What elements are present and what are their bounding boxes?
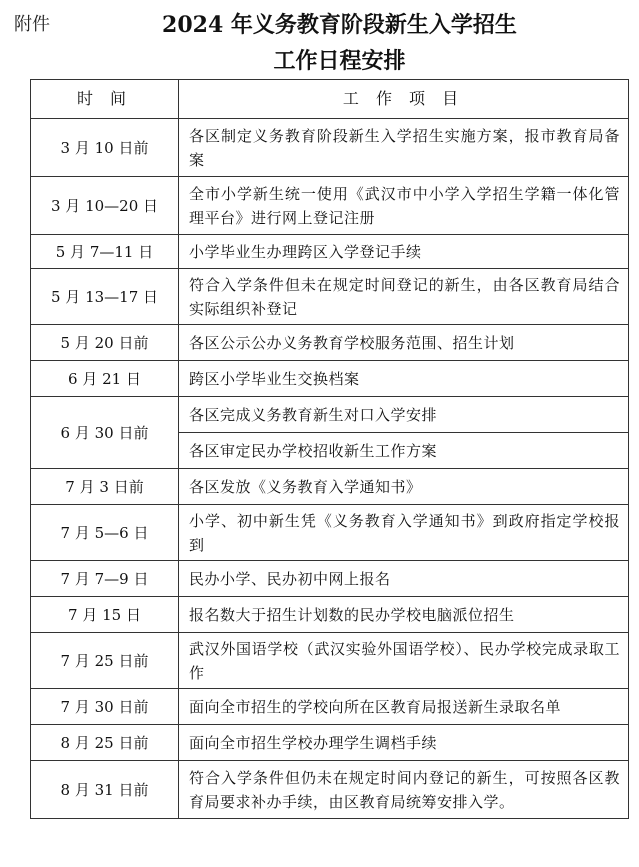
schedule-item-cell: 面向全市招生的学校向所在区教育局报送新生录取名单 <box>179 689 629 725</box>
table-row <box>31 689 629 725</box>
table-row <box>31 177 629 235</box>
table-header-row <box>31 80 629 119</box>
table-row <box>31 597 629 633</box>
schedule-item-cell: 全市小学新生统一使用《武汉市中小学入学招生学籍一体化管理平台》进行网上登记注册 <box>179 177 629 235</box>
schedule-time-cell: 8 月 31 日前 <box>31 761 179 819</box>
schedule-time-cell: 7 月 25 日前 <box>31 633 179 689</box>
column-header-time: 时 间 <box>31 80 179 119</box>
schedule-time-cell: 7 月 3 日前 <box>31 469 179 505</box>
schedule-time-cell: 7 月 7—9 日 <box>31 561 179 597</box>
table-row <box>31 505 629 561</box>
table-row <box>31 361 629 397</box>
schedule-item-cell: 各区完成义务教育新生对口入学安排 <box>179 397 629 433</box>
schedule-table <box>30 79 629 819</box>
table-row <box>31 725 629 761</box>
schedule-item-cell: 小学毕业生办理跨区入学登记手续 <box>179 235 629 269</box>
schedule-time-cell: 3 月 10 日前 <box>31 119 179 177</box>
schedule-time-cell: 5 月 13—17 日 <box>31 269 179 325</box>
table-row <box>31 469 629 505</box>
table-row <box>31 269 629 325</box>
table-row <box>31 633 629 689</box>
schedule-item-cell: 各区发放《义务教育入学通知书》 <box>179 469 629 505</box>
table-row <box>31 397 629 433</box>
schedule-time-cell: 3 月 10—20 日 <box>31 177 179 235</box>
schedule-item-cell: 各区审定民办学校招收新生工作方案 <box>179 433 629 469</box>
schedule-time-cell: 7 月 15 日 <box>31 597 179 633</box>
table-row <box>31 235 629 269</box>
schedule-time-cell: 5 月 20 日前 <box>31 325 179 361</box>
schedule-item-cell: 符合入学条件但未在规定时间登记的新生，由各区教育局结合实际组织补登记 <box>179 269 629 325</box>
document-title-line1: 2024 年义务教育阶段新生入学招生 <box>162 12 517 38</box>
attachment-label: 附件 <box>14 14 50 35</box>
schedule-item-cell: 面向全市招生学校办理学生调档手续 <box>179 725 629 761</box>
schedule-body <box>31 119 629 819</box>
schedule-time-cell: 8 月 25 日前 <box>31 725 179 761</box>
table-row <box>31 325 629 361</box>
document-title-line2: 工作日程安排 <box>273 48 406 74</box>
column-header-work-item: 工 作 项 目 <box>179 80 629 119</box>
schedule-item-cell: 各区制定义务教育阶段新生入学招生实施方案，报市教育局备案 <box>179 119 629 177</box>
schedule-item-cell: 民办小学、民办初中网上报名 <box>179 561 629 597</box>
schedule-time-cell: 7 月 5—6 日 <box>31 505 179 561</box>
schedule-item-cell: 小学、初中新生凭《义务教育入学通知书》到政府指定学校报到 <box>179 505 629 561</box>
table-row <box>31 119 629 177</box>
schedule-time-cell: 5 月 7—11 日 <box>31 235 179 269</box>
schedule-item-cell: 各区公示公办义务教育学校服务范围、招生计划 <box>179 325 629 361</box>
schedule-item-cell: 报名数大于招生计划数的民办学校电脑派位招生 <box>179 597 629 633</box>
schedule-item-cell: 跨区小学毕业生交换档案 <box>179 361 629 397</box>
schedule-time-cell: 7 月 30 日前 <box>31 689 179 725</box>
schedule-time-cell: 6 月 21 日 <box>31 361 179 397</box>
table-row <box>31 761 629 819</box>
table-row <box>31 561 629 597</box>
schedule-item-cell: 武汉外国语学校（武汉实验外国语学校）、民办学校完成录取工作 <box>179 633 629 689</box>
schedule-time-cell: 6 月 30 日前 <box>31 397 179 469</box>
schedule-item-cell: 符合入学条件但仍未在规定时间内登记的新生，可按照各区教育局要求补办手续，由区教育局统筹安排入学。 <box>179 761 629 819</box>
